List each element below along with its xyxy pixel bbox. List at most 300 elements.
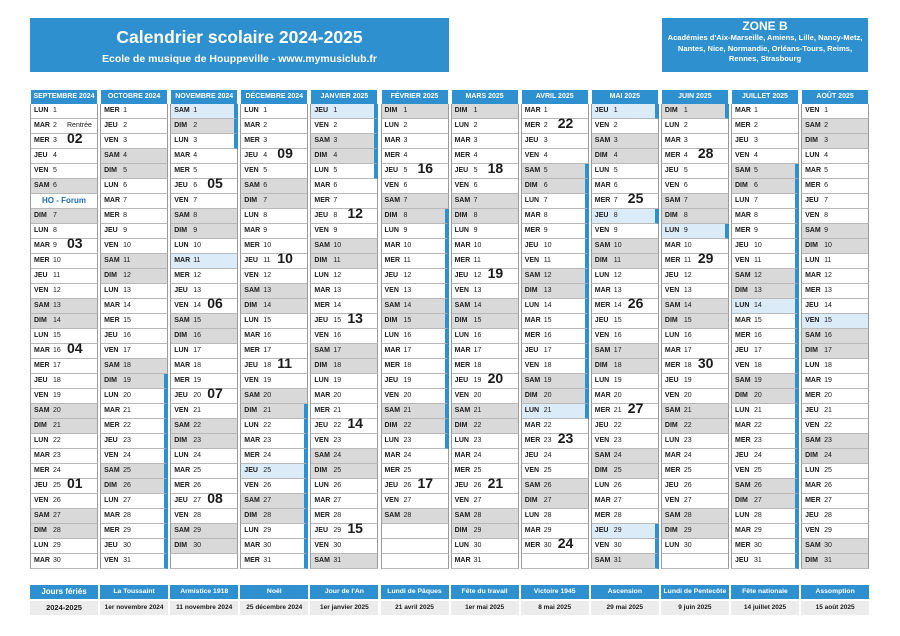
day-name: SAM: [244, 182, 260, 190]
day-name: VEN: [805, 212, 820, 220]
day-name: LUN: [735, 512, 750, 520]
day-name: DIM: [174, 542, 188, 550]
day-number: 30: [263, 542, 272, 550]
day-name: JEU: [524, 452, 539, 460]
day-name: SAM: [384, 407, 401, 415]
day-number: 25: [53, 482, 61, 490]
day-name: JEU: [244, 257, 258, 265]
day-name: LUN: [314, 482, 329, 490]
day-cell: [661, 539, 729, 554]
day-cell: [381, 464, 449, 479]
day-name: SAM: [524, 377, 541, 385]
day-name: JEU: [314, 527, 329, 535]
day-cell: [100, 224, 168, 239]
day-cell: [731, 269, 799, 284]
day-name: MAR: [34, 242, 50, 250]
day-name: DIM: [524, 392, 538, 400]
day-name: DIM: [664, 317, 678, 325]
day-name: SAM: [805, 227, 821, 235]
day-number: 1: [473, 107, 478, 114]
day-number: 19: [333, 377, 342, 385]
day-number: 12: [53, 287, 61, 295]
day-number: 23: [683, 437, 692, 445]
day-name: MAR: [664, 347, 681, 355]
day-name: LUN: [34, 227, 49, 235]
day-cell: [801, 359, 869, 374]
day-cell: [170, 524, 238, 539]
day-name: MER: [174, 167, 190, 175]
day-name: JEU: [594, 107, 609, 114]
day-number: 4: [193, 152, 198, 160]
day-number: 2: [263, 122, 268, 130]
day-cell: [100, 134, 168, 149]
day-number: 1: [53, 107, 57, 114]
day-cell: [240, 134, 308, 149]
day-number: 20: [543, 392, 552, 400]
day-number: 11: [613, 257, 622, 265]
day-cell: [240, 554, 308, 569]
day-cell: [731, 209, 799, 224]
calendar-grid: [30, 90, 869, 575]
day-cell: [801, 554, 869, 569]
month-header: FÉVRIER 2025: [381, 90, 449, 104]
day-number: 21: [543, 407, 552, 415]
day-name: LUN: [34, 107, 49, 114]
day-cell: [381, 434, 449, 449]
day-number: 27: [333, 497, 342, 505]
day-cell: [731, 284, 799, 299]
day-name: VEN: [805, 107, 820, 114]
day-number: 16: [613, 332, 622, 340]
day-number: 4: [754, 152, 758, 160]
day-number: 15: [123, 317, 131, 325]
day-name: VEN: [174, 512, 189, 520]
day-number: 15: [53, 332, 61, 340]
day-cell: [731, 434, 799, 449]
day-cell: [591, 119, 659, 134]
day-cell: [591, 389, 659, 404]
day-cell: [451, 389, 519, 404]
holiday-name: Victoire 1945: [521, 585, 589, 599]
day-cell: [310, 415, 378, 434]
day-number: 26: [613, 482, 622, 490]
day-number: 18: [824, 362, 832, 370]
day-name: SAM: [805, 332, 821, 340]
day-number: 1: [123, 107, 127, 114]
holiday-name: La Toussaint: [100, 585, 168, 599]
day-name: LUN: [735, 302, 750, 310]
day-name: VEN: [524, 362, 540, 370]
week-number: 08: [207, 490, 223, 507]
day-number: 20: [403, 392, 412, 400]
day-name: DIM: [735, 497, 748, 505]
day-cell: [30, 404, 98, 419]
day-number: 31: [123, 557, 131, 565]
day-number: 2: [333, 122, 338, 130]
day-cell: [801, 524, 869, 539]
day-name: VEN: [314, 122, 329, 130]
day-name: JEU: [454, 482, 469, 490]
day-number: 24: [123, 452, 131, 460]
day-name: LUN: [805, 152, 820, 160]
day-number: 13: [683, 287, 692, 295]
day-cell: [731, 299, 799, 314]
empty-day: [170, 554, 238, 569]
day-cell: [240, 284, 308, 299]
day-number: 10: [683, 242, 692, 250]
day-cell: [451, 239, 519, 254]
day-number: 18: [473, 362, 482, 370]
day-number: 2: [193, 122, 198, 130]
day-cell: [521, 149, 589, 164]
day-number: 2: [123, 122, 127, 130]
day-cell: [591, 464, 659, 479]
day-number: 11: [683, 257, 692, 265]
holiday-name: Jour de l'An: [310, 585, 378, 599]
day-name: JEU: [174, 392, 188, 400]
day-name: SAM: [174, 422, 190, 430]
day-number: 29: [333, 527, 342, 535]
day-cell: [451, 370, 519, 389]
day-number: 14: [263, 302, 272, 310]
day-name: SAM: [174, 107, 190, 114]
day-number: 8: [754, 212, 758, 220]
day-name: MAR: [524, 422, 541, 430]
day-number: 10: [123, 242, 131, 250]
day-number: 8: [263, 212, 268, 220]
day-cell: [591, 449, 659, 464]
day-number: 25: [263, 467, 272, 475]
day-cell: [661, 209, 729, 224]
week-number: 04: [67, 340, 83, 357]
day-name: VEN: [384, 182, 399, 190]
week-number: 21: [487, 475, 504, 492]
day-name: LUN: [314, 272, 329, 280]
day-name: SAM: [174, 527, 190, 535]
day-name: VEN: [314, 542, 329, 550]
day-number: 11: [403, 257, 411, 265]
holiday-cell: [661, 585, 729, 617]
day-name: SAM: [454, 302, 471, 310]
day-number: 7: [824, 197, 828, 205]
day-name: JEU: [735, 557, 749, 565]
day-cell: [451, 149, 519, 164]
day-name: LUN: [244, 317, 259, 325]
day-cell: [170, 509, 238, 524]
day-name: SAM: [664, 512, 681, 520]
day-name: MER: [805, 392, 821, 400]
day-name: DIM: [174, 437, 188, 445]
day-name: SAM: [314, 452, 330, 460]
day-number: 1: [263, 107, 268, 114]
day-cell: [661, 344, 729, 359]
day-cell: [591, 479, 659, 494]
day-number: 14: [824, 302, 832, 310]
day-cell: [100, 179, 168, 194]
day-cell: [451, 209, 519, 224]
day-name: LUN: [454, 542, 469, 550]
day-name: SAM: [384, 302, 401, 310]
day-name: MAR: [104, 197, 121, 205]
day-number: 15: [543, 317, 552, 325]
day-cell: [521, 359, 589, 374]
day-number: 9: [263, 227, 268, 235]
day-name: MAR: [594, 497, 611, 505]
day-number: 19: [53, 392, 61, 400]
day-cell: [240, 269, 308, 284]
day-number: 18: [193, 362, 201, 370]
day-cell: [170, 254, 238, 269]
day-name: DIM: [454, 107, 468, 114]
day-name: LUN: [594, 167, 610, 175]
day-name: MER: [735, 437, 751, 445]
day-number: 13: [403, 287, 412, 295]
day-number: 2: [403, 122, 408, 130]
day-number: 10: [403, 242, 412, 250]
day-number: 12: [333, 272, 342, 280]
day-name: SAM: [314, 242, 330, 250]
holiday-cell: [591, 585, 659, 617]
day-number: 2: [824, 122, 828, 130]
day-cell: [30, 314, 98, 329]
day-number: 7: [473, 197, 478, 205]
day-cell: [451, 254, 519, 269]
day-name: DIM: [805, 452, 818, 460]
day-number: 29: [683, 527, 692, 535]
day-name: LUN: [805, 362, 820, 370]
month-column: [801, 90, 869, 575]
day-number: 28: [754, 512, 762, 520]
week-number: 23: [557, 430, 574, 447]
day-name: MAR: [454, 137, 471, 145]
day-cell: [30, 340, 98, 359]
day-number: 7: [123, 197, 127, 205]
day-number: 3: [53, 137, 57, 145]
day-number: 9: [403, 227, 408, 235]
day-cell: [310, 104, 378, 119]
day-cell: [240, 494, 308, 509]
week-number: 06: [207, 295, 223, 312]
day-number: 4: [473, 152, 478, 160]
day-name: MER: [735, 542, 751, 550]
day-cell: [521, 179, 589, 194]
day-cell: [801, 209, 869, 224]
day-name: DIM: [104, 482, 117, 490]
day-number: 3: [403, 137, 408, 145]
holiday-cell: [801, 585, 869, 617]
day-name: VEN: [104, 242, 119, 250]
day-name: VEN: [244, 482, 259, 490]
day-cell: [100, 479, 168, 494]
day-name: MAR: [454, 347, 471, 355]
day-name: LUN: [664, 542, 680, 550]
day-name: MAR: [735, 422, 751, 430]
day-cell: [170, 434, 238, 449]
day-number: 31: [263, 557, 272, 565]
day-number: 10: [754, 242, 762, 250]
day-name: JEU: [314, 422, 329, 430]
day-number: 22: [754, 422, 762, 430]
holiday-name: Lundi de Pentecôte: [661, 585, 729, 599]
day-cell: [591, 344, 659, 359]
day-number: 23: [754, 437, 762, 445]
day-number: 5: [403, 167, 408, 175]
day-name: JEU: [454, 272, 469, 280]
day-number: 23: [333, 437, 342, 445]
day-cell: [451, 104, 519, 119]
day-name: MER: [104, 212, 120, 220]
day-name: VEN: [664, 392, 680, 400]
day-cell: [100, 494, 168, 509]
day-cell: [801, 314, 869, 329]
day-number: 10: [613, 242, 622, 250]
day-cell: [240, 209, 308, 224]
day-cell: [310, 404, 378, 419]
day-cell: [240, 355, 308, 374]
day-name: MAR: [384, 452, 401, 460]
day-name: VEN: [174, 407, 189, 415]
day-number: 20: [824, 392, 832, 400]
week-number: 13: [347, 310, 363, 327]
day-cell: [310, 434, 378, 449]
day-number: 21: [193, 407, 201, 415]
day-name: VEN: [454, 392, 469, 400]
month-header: MAI 2025: [591, 90, 659, 104]
day-name: MAR: [805, 272, 822, 280]
month-header: MARS 2025: [451, 90, 519, 104]
day-name: MER: [244, 452, 260, 460]
month-header: DÉCEMBRE 2024: [240, 90, 308, 104]
day-number: 22: [683, 422, 692, 430]
day-number: 9: [473, 227, 478, 235]
day-cell: [100, 449, 168, 464]
day-cell: [240, 464, 308, 479]
day-cell: [240, 419, 308, 434]
zone-title: ZONE B: [742, 19, 788, 33]
day-cell: [591, 494, 659, 509]
day-name: JEU: [104, 332, 118, 340]
day-number: 13: [263, 287, 272, 295]
day-cell: [100, 119, 168, 134]
day-number: 14: [53, 317, 61, 325]
day-name: MER: [384, 362, 401, 370]
zone-academies: Académies d'Aix-Marseille, Amiens, Lille, Nancy-Metz, Nantes, Nice, Normandie, Orléans-Tours, Reims, Rennes, Strasbourg: [667, 33, 863, 63]
day-name: MAR: [314, 392, 331, 400]
week-number: 27: [627, 400, 644, 417]
day-cell: [30, 434, 98, 449]
day-name: JEU: [174, 497, 188, 505]
day-name: LUN: [594, 482, 610, 490]
day-name: MER: [454, 362, 471, 370]
day-name: VEN: [104, 137, 119, 145]
day-number: 3: [123, 137, 127, 145]
day-name: SAM: [805, 542, 821, 550]
day-name: LUN: [524, 407, 540, 415]
day-number: 8: [193, 212, 198, 220]
day-name: DIM: [805, 137, 818, 145]
day-number: 10: [263, 242, 272, 250]
day-number: 27: [683, 497, 692, 505]
day-cell: [240, 145, 308, 164]
day-name: VEN: [244, 167, 259, 175]
day-number: 29: [824, 527, 832, 535]
day-cell: [170, 385, 238, 404]
day-cell: [521, 344, 589, 359]
day-cell: [661, 329, 729, 344]
day-number: 3: [824, 137, 828, 145]
day-name: JEU: [314, 317, 329, 325]
day-number: 5: [473, 167, 478, 175]
day-number: 7: [193, 197, 198, 205]
day-cell: [801, 194, 869, 209]
day-name: LUN: [104, 497, 119, 505]
day-number: 22: [543, 422, 552, 430]
day-number: 25: [333, 467, 342, 475]
day-cell: [731, 149, 799, 164]
day-number: 14: [123, 302, 131, 310]
day-cell: [521, 374, 589, 389]
day-name: JEU: [244, 467, 258, 475]
day-name: MER: [34, 137, 50, 145]
day-name: DIM: [384, 422, 398, 430]
day-cell: [100, 419, 168, 434]
day-cell: [801, 329, 869, 344]
day-cell: [100, 404, 168, 419]
day-number: 6: [53, 182, 57, 190]
day-cell: [451, 224, 519, 239]
day-cell: [100, 524, 168, 539]
week-number: 29: [697, 250, 714, 267]
day-cell: [30, 374, 98, 389]
day-name: SAM: [664, 407, 681, 415]
day-cell: [731, 194, 799, 209]
special-event-label: HO - Forum: [42, 196, 86, 206]
day-name: SAM: [664, 302, 681, 310]
day-number: 24: [824, 452, 832, 460]
day-cell: [521, 389, 589, 404]
week-number: 18: [487, 160, 504, 177]
day-cell: [381, 419, 449, 434]
day-cell: [451, 475, 519, 494]
day-cell: [30, 329, 98, 344]
day-cell: [521, 314, 589, 329]
day-number: 10: [193, 242, 201, 250]
day-name: DIM: [244, 197, 258, 205]
day-name: JEU: [174, 182, 188, 190]
day-number: 1: [193, 107, 198, 114]
day-cell: [240, 374, 308, 389]
day-name: JEU: [384, 482, 399, 490]
day-name: MAR: [735, 212, 751, 220]
day-number: 27: [824, 497, 832, 505]
day-name: MAR: [805, 167, 822, 175]
day-cell: [30, 509, 98, 524]
day-number: 19: [543, 377, 552, 385]
day-cell: [801, 404, 869, 419]
day-number: 21: [613, 407, 622, 415]
day-number: 24: [473, 452, 482, 460]
day-name: MAR: [524, 107, 541, 114]
day-number: 16: [53, 347, 61, 355]
day-cell: [521, 430, 589, 449]
day-cell: [801, 449, 869, 464]
day-name: MAR: [314, 287, 331, 295]
day-number: 24: [754, 452, 762, 460]
day-name: SAM: [524, 167, 541, 175]
holiday-name: Armistice 1918: [170, 585, 238, 599]
day-number: 2: [53, 122, 57, 130]
day-number: 23: [473, 437, 482, 445]
